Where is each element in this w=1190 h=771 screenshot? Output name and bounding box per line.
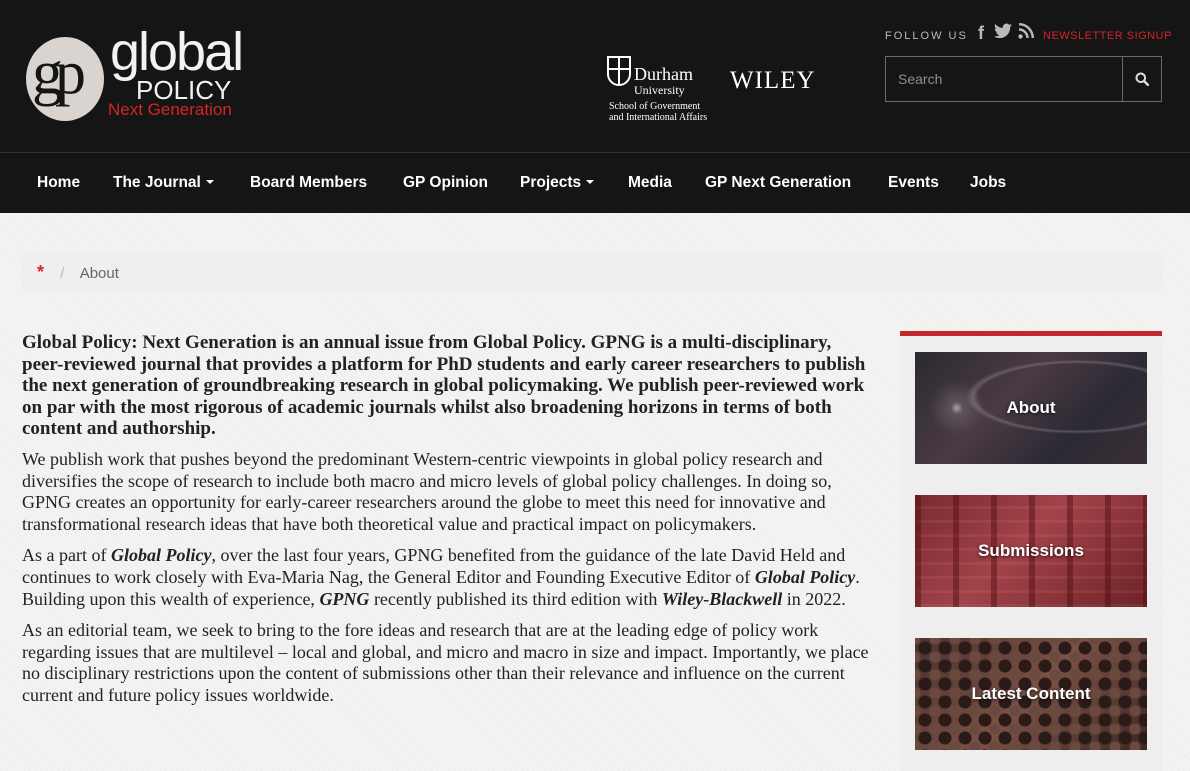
nav-board-members[interactable] (250, 153, 367, 213)
nav-label: Board Members (250, 174, 368, 191)
emphasis-global-policy: Global Policy (110, 545, 212, 566)
durham-school-line2: and International Affairs (609, 112, 708, 123)
logo-word-global: global (110, 22, 243, 82)
logo-mark: gp (32, 39, 78, 107)
breadcrumb-home-link[interactable]: * (37, 262, 45, 282)
nav-label: Projects (520, 174, 582, 191)
main-content (22, 332, 872, 717)
sidebar-tile-about[interactable] (915, 352, 1147, 464)
nav-label: Jobs (970, 174, 1007, 191)
nav-gp-opinion[interactable] (403, 153, 488, 213)
twitter-icon[interactable] (994, 23, 1012, 44)
nav-label: The Journal (113, 174, 201, 191)
nav-media[interactable] (628, 153, 672, 213)
nav-home[interactable] (37, 153, 80, 213)
nav-events[interactable] (888, 153, 939, 213)
breadcrumb-current: About (79, 265, 119, 282)
tile-label: Latest Content (971, 684, 1091, 703)
intro-lead: Global Policy: Next Generation is an annual issue from Global Policy. GPNG is a multi-disciplinary, peer-reviewed journal that provides a platform for PhD students and early career researchers to publish the next generation of groundbreaking research in global policymaking. We publish peer-reviewed work on par with the most rigorous of academic journals whilst also broadening horizons in terms of both content and authorship. (22, 332, 866, 440)
tile-label: Submissions (978, 541, 1084, 560)
tile-label: About (1006, 398, 1056, 417)
emphasis-global-policy: Global Policy (754, 566, 856, 587)
search-button[interactable] (1122, 56, 1162, 102)
logo-next-generation: Next Generation (108, 100, 232, 119)
newsletter-signup-link[interactable]: NEWSLETTER SIGNUP (1043, 30, 1172, 42)
text-run: in 2022. (782, 588, 846, 609)
sidebar (900, 331, 1162, 771)
text-run: recently published its third edition with (369, 588, 662, 609)
nav-label: GP Opinion (403, 174, 488, 191)
nav-label: GP Next Generation (705, 174, 852, 191)
caret-down-icon (586, 180, 594, 184)
durham-university-logo[interactable] (607, 56, 727, 124)
durham-name: Durham (634, 64, 693, 84)
text-run: , over the last four years, GPNG benefited from the guidance of the late David Held and continues to work closely with Eva-Maria Nag, the General Editor and Founding Executive Editor of (22, 545, 846, 587)
nav-label: Home (37, 174, 81, 191)
global-policy-logo[interactable] (26, 22, 246, 124)
nav-label: Media (628, 174, 672, 191)
wiley-logo[interactable]: WILEY (730, 67, 816, 94)
nav-jobs[interactable] (970, 153, 1006, 213)
breadcrumb-separator: / (60, 265, 65, 282)
logo-word-policy: POLICY (136, 75, 232, 105)
emphasis-wiley-blackwell: Wiley-Blackwell (661, 588, 783, 609)
search-icon (1135, 72, 1149, 86)
nav-the-journal[interactable] (113, 153, 214, 213)
durham-university-label: University (634, 83, 685, 97)
search-input[interactable] (885, 56, 1123, 102)
text-run: . Building upon this wealth of experience, (22, 566, 860, 609)
paragraph-history (22, 545, 872, 610)
follow-us-label: FOLLOW US (885, 30, 968, 42)
paragraph-editorial: As an editorial team, we seek to bring to the fore ideas and research that are at the leading edge of policy work regarding issues that are multilevel – local and global, and micro and macro in size and impact. Importantly, we place no disciplinary restrictions upon the content of submissions other than their relevance and influence on the current current and future policy issues worldwide. (22, 620, 869, 705)
text-run: As a part of (22, 545, 111, 566)
rss-icon[interactable] (1018, 23, 1034, 43)
facebook-icon[interactable]: f (978, 23, 984, 43)
main-nav (0, 152, 1190, 213)
durham-school-label (609, 101, 707, 123)
breadcrumb (22, 252, 1162, 292)
caret-down-icon (206, 180, 214, 184)
nav-projects[interactable] (520, 153, 594, 213)
nav-gp-next-generation[interactable] (705, 153, 851, 213)
sidebar-tile-latest-content[interactable] (915, 638, 1147, 750)
nav-label: Events (888, 174, 939, 191)
sidebar-tile-submissions[interactable] (915, 495, 1147, 607)
paragraph-scope: We publish work that pushes beyond the predominant Western-centric viewpoints in global policy research and diversifies the scope of research to include both macro and micro levels of global policy challenges. In doing so, GPNG creates an opportunity for early-career researchers around the globe to meet this need for innovative and transformational research ideas that have both theoretical value and practical impact on policymakers. (22, 448, 832, 534)
durham-school-line1: School of Government (609, 101, 701, 112)
durham-shield-icon (607, 56, 631, 86)
site-header (0, 0, 1190, 152)
emphasis-gpng: GPNG (319, 588, 370, 609)
